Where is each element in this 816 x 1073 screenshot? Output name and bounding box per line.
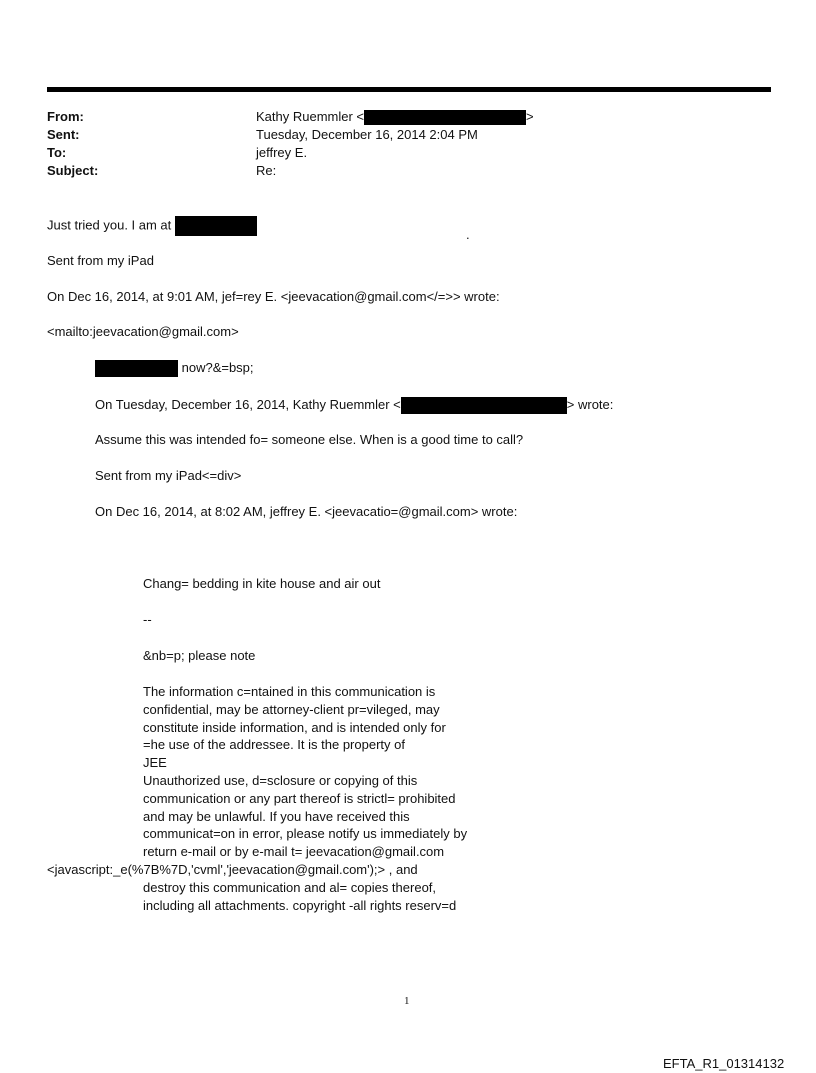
document-id: EFTA_R1_01314132 (663, 1056, 785, 1071)
notice-line: <javascript:_e(%7B%7D,'cvml','jeevacation@gmail.com');> , and (47, 861, 418, 877)
nested-quoted-line: Chang= bedding in kite house and air out (143, 576, 381, 591)
notice-line: JEE (143, 755, 167, 771)
notice-line: including all attachments. copyright -all rights reserv=d (143, 897, 457, 913)
body-line: On Dec 16, 2014, at 9:01 AM, jef=rey E. <jeevacation@gmail.com</=>> wrote: (47, 289, 500, 304)
redaction-block (95, 360, 178, 377)
sent-value: Tuesday, December 16, 2014 2:04 PM (256, 127, 478, 142)
header-rule (47, 87, 771, 92)
to-row (47, 144, 534, 162)
stray-mark: . (466, 227, 470, 242)
notice-line: communication or any part thereof is strictl= prohibited (143, 790, 456, 806)
to-label: To: (47, 145, 67, 160)
body-line: Sent from my iPad (47, 253, 154, 268)
nested-quoted-line: &nb=p; please note (143, 648, 256, 663)
notice-line: constitute inside information, and is intended only for (143, 719, 446, 735)
subject-value: Re: (256, 163, 277, 178)
from-row (47, 108, 534, 126)
sent-label: Sent: (47, 127, 80, 142)
notice-line: destroy this communication and al= copies thereof, (143, 879, 437, 895)
confidentiality-notice (47, 683, 468, 914)
notice-line: The information c=ntained in this communication is (143, 684, 436, 699)
redaction-block (401, 397, 567, 414)
redaction-block (364, 110, 526, 125)
page-number: 1 (404, 995, 410, 1007)
subject-row (47, 162, 534, 180)
notice-line: =he use of the addressee. It is the property of (143, 737, 405, 753)
redaction-block (175, 216, 257, 236)
subject-label: Subject: (47, 163, 99, 178)
body-line: <mailto:jeevacation@gmail.com> (47, 324, 239, 339)
quoted-line: Sent from my iPad<=div> (95, 468, 242, 483)
quoted-line: now?&=bsp; (95, 359, 254, 377)
body-line: Just tried you. I am at (47, 216, 257, 236)
notice-line: communicat=on in error, please notify us immediately by (143, 826, 468, 842)
quoted-line: On Dec 16, 2014, at 8:02 AM, jeffrey E. <jeevacatio=@gmail.com> wrote: (95, 504, 518, 519)
notice-line: return e-mail or by e-mail t= jeevacation@gmail.com (143, 844, 445, 860)
notice-line: Unauthorized use, d=sclosure or copying of this (143, 772, 418, 788)
from-value: Kathy Ruemmler < > (256, 109, 534, 124)
quoted-line: Assume this was intended fo= someone else. When is a good time to call? (95, 432, 524, 447)
from-label: From: (47, 109, 84, 124)
email-header (47, 108, 534, 180)
to-value: jeffrey E. (256, 145, 308, 160)
nested-quoted-line: -- (143, 612, 152, 627)
notice-line: confidential, may be attorney-client pr=vileged, may (143, 701, 440, 717)
notice-line: and may be unlawful. If you have received this (143, 808, 410, 824)
sent-row (47, 126, 534, 144)
quoted-line: On Tuesday, December 16, 2014, Kathy Ruemmler < > wrote: (95, 396, 613, 414)
